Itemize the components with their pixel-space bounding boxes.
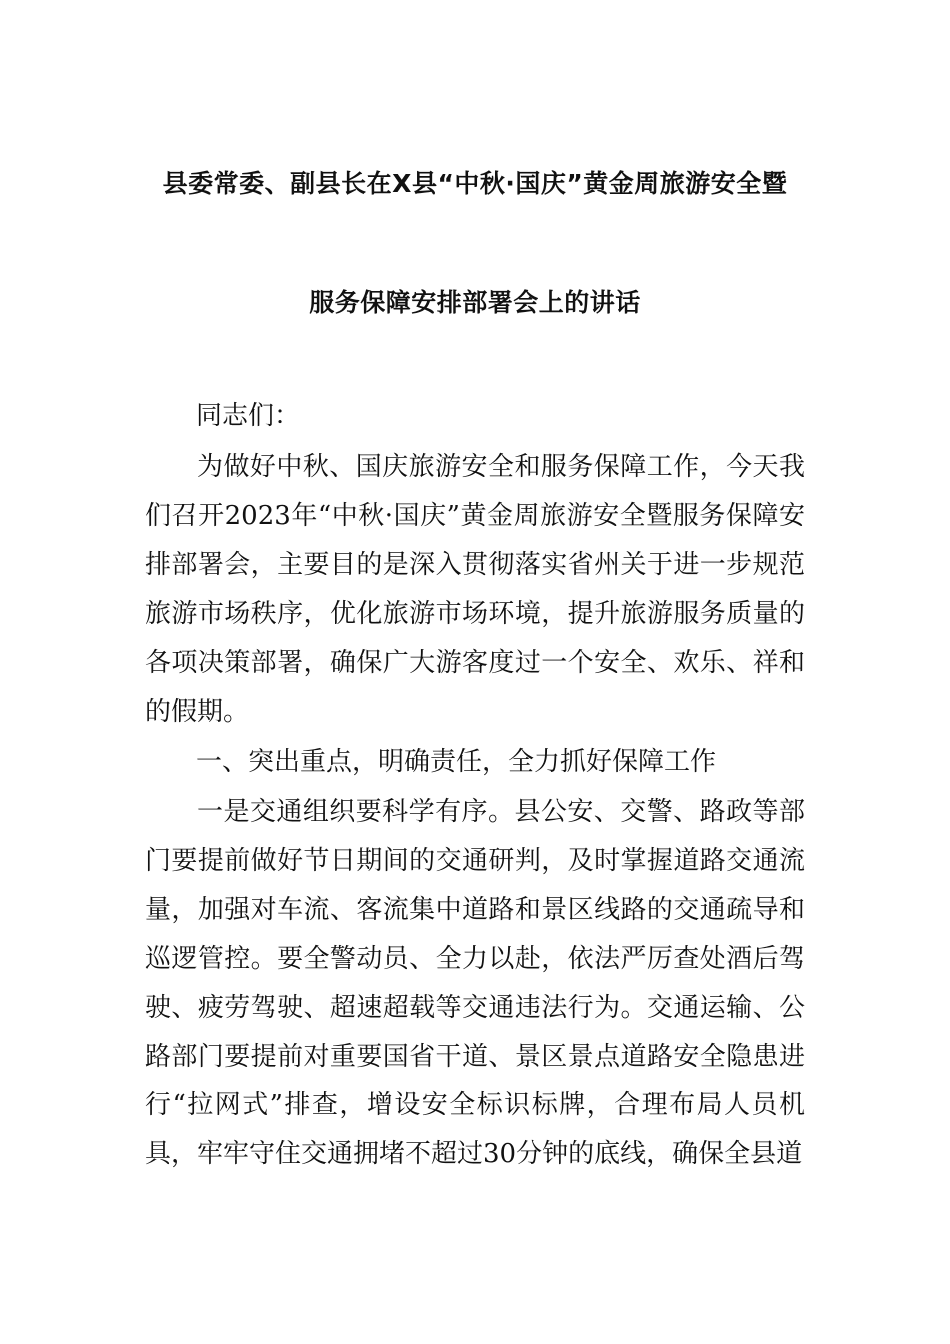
paragraph-2: 一是交通组织要科学有序。县公安、交警、路政等部门要提前做好节日期间的交通研判，及时掌握道路交通流量，加强对车流、客流集中道路和景区线路的交通疏导和巡逻管控。要全警动员、全力以赴，依法严厉查处酒后驾驶、疲劳驾驶、超速超载等交通违法行为。交通运输、公路部门要提前对重要国省干道、景区景点道路安全隐患进行“拉网式”排查，增设安全标识标牌，合理布局人员机具，牢牢守住交通拥堵不超过30分钟的底线，确保全县道 <box>145 797 805 1170</box>
section-heading-1: 一、突出重点，明确责任，全力抓好保障工作 <box>196 747 717 777</box>
paragraph-2-block <box>145 788 805 1179</box>
document-title-line-2: 服务保障安排部署会上的讲话 <box>309 288 641 317</box>
document-title-line-1: 县委常委、副县长在X县“中秋·国庆”黄金周旅游安全暨 <box>162 169 788 198</box>
paragraph-1: 为做好中秋、国庆旅游安全和服务保障工作，今天我们召开2023年“中秋·国庆”黄金周旅游安全暨服务保障安排部署会，主要目的是深入贯彻落实省州关于进一步规范旅游市场秩序，优化旅游市场环境，提升旅游服务质量的各项决策部署，确保广大游客度过一个安全、欢乐、祥和的假期。 <box>145 452 805 727</box>
paragraph-1-block <box>145 443 805 736</box>
salutation: 同志们： <box>196 401 301 431</box>
